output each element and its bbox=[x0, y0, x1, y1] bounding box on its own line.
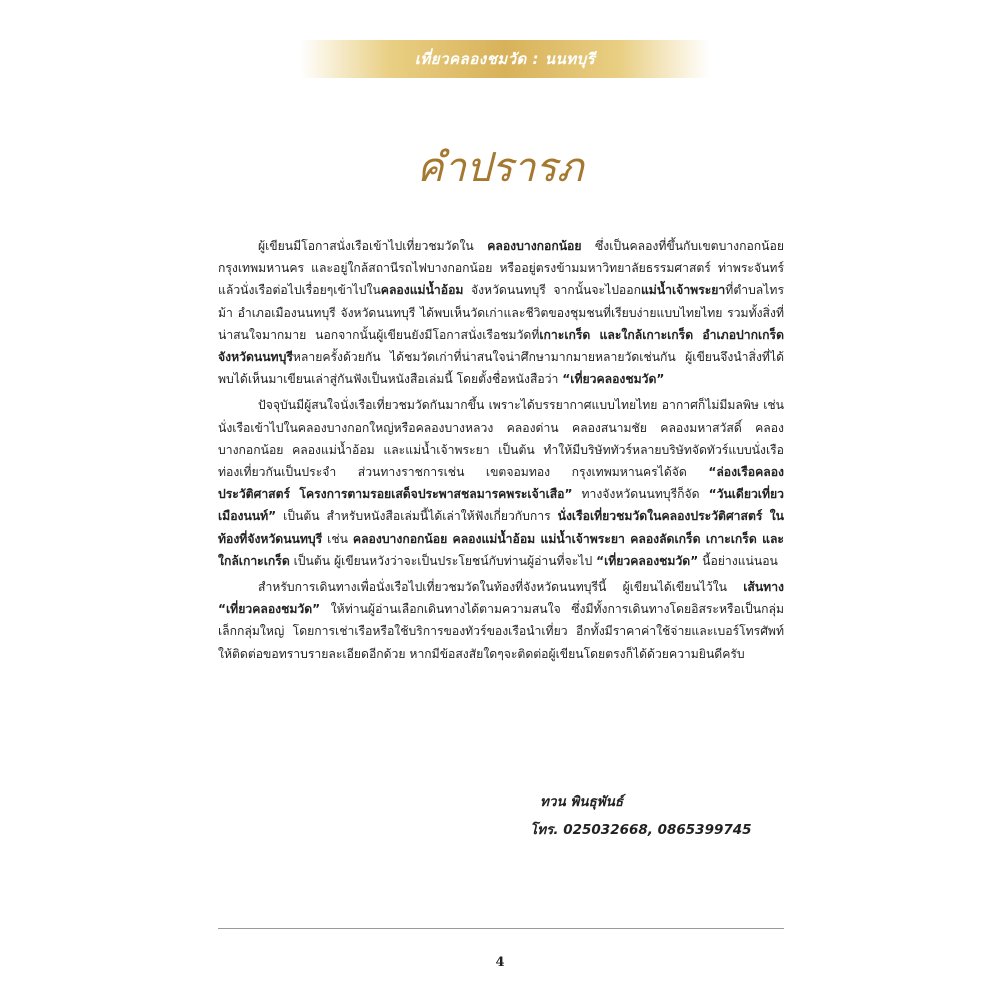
bold-text-run: เส้นทาง “เที่ยวคลองชมวัด” bbox=[218, 580, 784, 617]
text-run: นี้อย่างแน่นอน bbox=[698, 553, 778, 568]
bold-text-run: แม่น้ำเจ้าพระยา bbox=[640, 283, 726, 298]
author-signature bbox=[530, 788, 752, 844]
text-run: ซึ่งเป็นคลองที่ขึ้นกับเขตบางกอกน้อย กรุงเทพมหานคร และอยู่ใกล้สถานีรถไฟบางกอกน้อย หรืออยู่ตรงข้ามมหาวิทยาลัยธรรมศาสตร์ ท่าพระจันทร์ แล้วนั่งเรือต่อไปเรื่อยๆเข้าไปใน bbox=[218, 239, 784, 298]
running-header-band bbox=[300, 40, 710, 78]
text-run: หลายครั้งด้วยกัน ได้ชมวัดเก่าที่น่าสนใจน่าศึกษามากมายหลายวัดเช่นกัน ผู้เขียนจึงนำสิ่งที่ได้พบได้เห็นมาเขียนเล่าสู่กันฟังเป็นหนังสือเล่มนี้ โดยตั้งชื่อหนังสือว่า bbox=[218, 350, 784, 387]
text-run: ให้ท่านผู้อ่านเลือกเดินทางได้ตามความสนใจ ซึ่งมีทั้งการเดินทางโดยอิสระหรือเป็นกลุ่มเล็กกลุ่มใหญ่ โดยการเช่าเรือหรือใช้บริการของทัวร์ของเรือนำเที่ยว อีกทั้งมีราคาค่าใช้จ่ายและเบอร์โทรศัพท์ให้ติดต่อขอทราบรายละเอียดอีกด้วย หากมีข้อสงสัยใดๆจะติดต่อผู้เขียนโดยตรงก็ได้ด้วยความยินดีครับ bbox=[218, 602, 784, 661]
running-header-title: เที่ยวคลองชมวัด : นนทบุรี bbox=[414, 50, 596, 68]
text-run: เป็นต้น สำหรับหนังสือเล่มนี้ได้เล่าให้ฟังเกี่ยวกับการ bbox=[276, 509, 558, 524]
bold-text-run: นั่งเรือเที่ยวชมวัดในคลองประวัติศาสตร์ ในท้องที่จังหวัดนนทบุรี bbox=[218, 509, 785, 546]
text-run: เป็นต้น ผู้เขียนหวังว่าจะเป็นประโยชน์กับท่านผู้อ่านที่จะไป bbox=[289, 553, 597, 568]
paragraph-3 bbox=[218, 576, 784, 665]
page-title: คำปรารภ bbox=[416, 145, 584, 191]
bold-text-run: “วันเดียวเที่ยวเมืองนนท์” bbox=[218, 487, 784, 524]
text-run: จังหวัดนนทบุรี จากนั้นจะไปออก bbox=[463, 283, 641, 298]
page-number: 4 bbox=[495, 955, 505, 970]
text-run: สำหรับการเดินทางเพื่อนั่งเรือไปเที่ยวชมวัดในท้องที่จังหวัดนนทบุรีนี้ ผู้เขียนได้เขียนไว้ใน bbox=[258, 580, 744, 595]
bold-text-run: คลองแม่น้ำอ้อม bbox=[380, 283, 464, 298]
text-run: เช่น bbox=[322, 531, 353, 546]
text-run: ทางจังหวัดนนทบุรีก็จัด bbox=[572, 487, 709, 502]
paragraph-2 bbox=[218, 394, 784, 572]
paragraph-1 bbox=[218, 235, 784, 390]
bold-text-run: เกาะเกร็ด และใกล้เกาะเกร็ด อำเภอปากเกร็ด จังหวัดนนทบุรี bbox=[218, 327, 784, 365]
bold-text-run: คลองบางกอกน้อย คลองแม่น้ำอ้อม แม่น้ำเจ้าพระยา คลองลัดเกร็ด เกาะเกร็ด และใกล้เกาะเกร็ด bbox=[218, 531, 784, 568]
bold-text-run: “ล่องเรือคลองประวัติศาสตร์ โครงการตามรอยเสด็จประพาสชลมารคพระเจ้าเสือ” bbox=[218, 465, 784, 502]
bold-text-run: “เที่ยวคลองชมวัด” bbox=[562, 372, 665, 387]
text-run: ที่ตำบลไทรม้า อำเภอเมืองนนทบุรี จังหวัดนนทบุรี ได้พบเห็นวัดเก่าและชีวิตของชุมชนที่เรียบง่ายแบบไทยไทย รวมทั้งสิ่งที่น่าสนใจมากมาย นอกจากนั้นผู้เขียนยังมีโอกาสนั่งเรือชมวัดที่ bbox=[218, 283, 784, 342]
text-run: ผู้เขียนมีโอกาสนั่งเรือเข้าไปเที่ยวชมวัดใน bbox=[258, 239, 488, 253]
author-phone: โทร. 025032668, 0865399745 bbox=[530, 822, 752, 838]
text-run: ปัจจุบันมีผู้สนใจนั่งเรือเที่ยวชมวัดกันมากขึ้น เพราะได้บรรยากาศแบบไทยไทย อากาศก็ไม่มีมลพิษ เช่น นั่งเรือเข้าไปในคลองบางกอกใหญ่หรือคลองบางหลวง คลองด่าน คลองสนามชัย คลองมหาสวัสดิ์ คลองบางกอกน้อย คลองแม่น้ำอ้อม และแม่น้ำเจ้าพระยา เป็นต้น ทำให้มีบริษัททัวร์หลายบริษัทจัดทัวร์แบบนั่งเรือท่องเที่ยวกันเป็นประจำ ส่วนทางราชการเช่น เขตจอมทอง กรุงเทพมหานครได้จัด bbox=[218, 398, 784, 480]
footer-divider bbox=[218, 928, 784, 929]
bold-text-run: “เที่ยวคลองชมวัด” bbox=[596, 553, 699, 568]
author-name: ทวน พินธุพันธ์ bbox=[540, 794, 624, 810]
preface-body bbox=[218, 235, 784, 669]
bold-text-run: คลองบางกอกน้อย bbox=[487, 239, 582, 253]
